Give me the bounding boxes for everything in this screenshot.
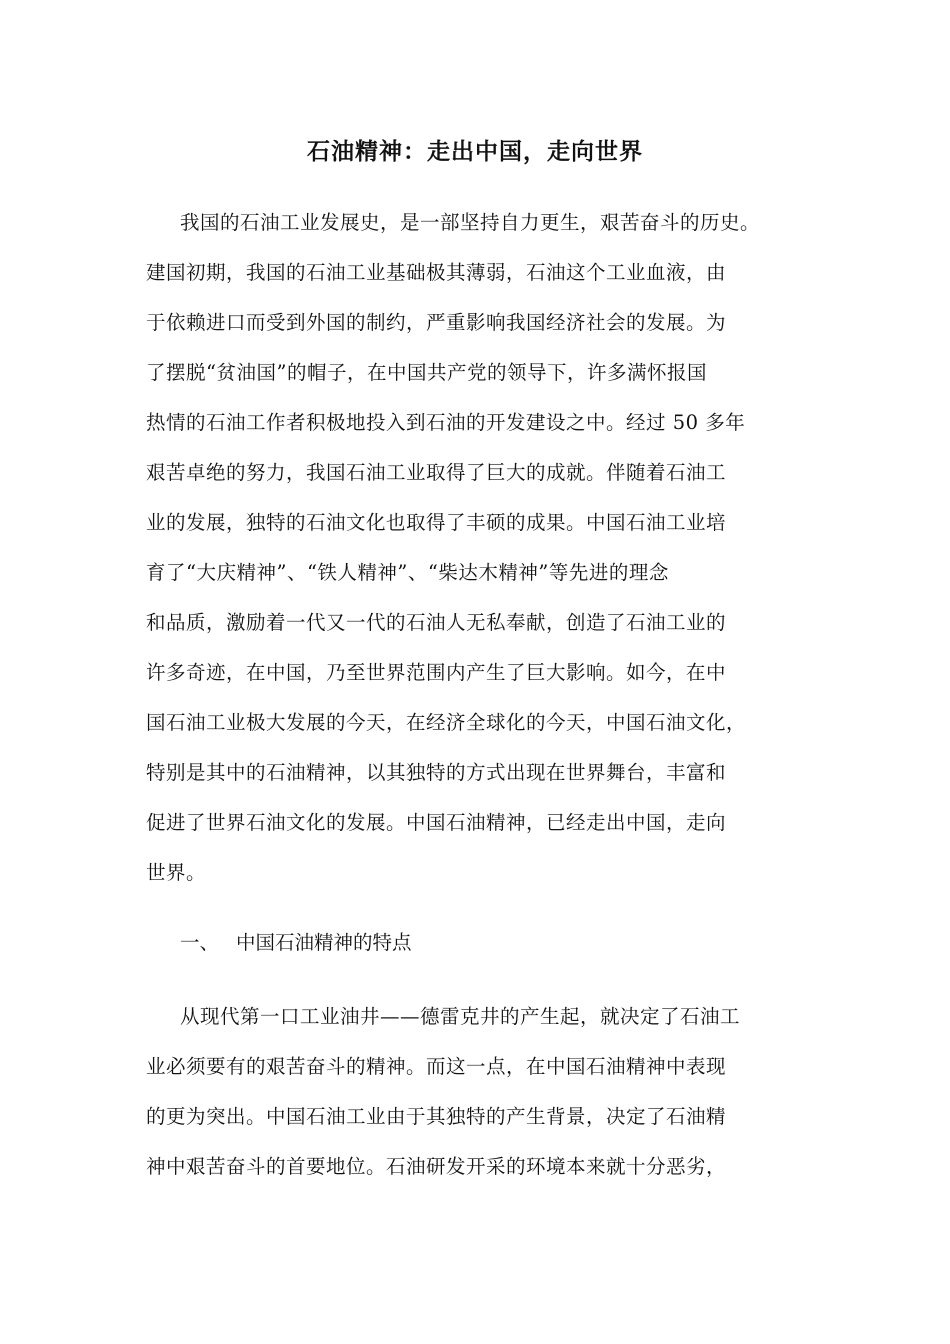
section-title: 中国石油精神的特点 (236, 931, 412, 954)
section-heading (180, 928, 412, 958)
paragraph-line: 的更为突出。中国石油工业由于其独特的产生背景，决定了石油精 (146, 1105, 727, 1128)
paragraph-line: 热情的石油工作者积极地投入到石油的开发建设之中。经过 50 多年 (146, 411, 746, 434)
paragraph-line: 世界。 (146, 861, 207, 884)
paragraph-line: 特别是其中的石油精神，以其独特的方式出现在世界舞台，丰富和 (146, 761, 727, 784)
paragraph-line: 艰苦卓绝的努力，我国石油工业取得了巨大的成就。伴随着石油工 (146, 461, 727, 484)
paragraph-line: 于依赖进口而受到外国的制约，严重影响我国经济社会的发展。为 (146, 311, 727, 334)
paragraph-line: 了摆脱“贫油国”的帽子，在中国共产党的领导下，许多满怀报国 (146, 361, 707, 384)
paragraph-line: 神中艰苦奋斗的首要地位。石油研发开采的环境本来就十分恶劣， (146, 1155, 727, 1178)
section-number: 一、 (180, 931, 220, 954)
paragraph-line: 促进了世界石油文化的发展。中国石油精神，已经走出中国，走向 (146, 811, 727, 834)
paragraph-line: 许多奇迹，在中国，乃至世界范围内产生了巨大影响。如今，在中 (146, 661, 727, 684)
paragraph-line: 建国初期，我国的石油工业基础极其薄弱，石油这个工业血液，由 (146, 261, 727, 284)
document-title: 石油精神：走出中国，走向世界 (307, 138, 643, 165)
paragraph-line: 业必须要有的艰苦奋斗的精神。而这一点，在中国石油精神中表现 (146, 1055, 727, 1078)
paragraph-line: 国石油工业极大发展的今天，在经济全球化的今天，中国石油文化， (146, 711, 747, 734)
paragraph-line: 育了“大庆精神”、“铁人精神”、“柴达木精神”等先进的理念 (146, 561, 669, 584)
paragraph-line: 我国的石油工业发展史，是一部坚持自力更生，艰苦奋斗的历史。 (180, 211, 761, 234)
paragraph-line: 从现代第一口工业油井——德雷克井的产生起，就决定了石油工 (180, 1005, 741, 1028)
paragraph-line: 业的发展，独特的石油文化也取得了丰硕的成果。中国石油工业培 (146, 511, 727, 534)
paragraph-line: 和品质，激励着一代又一代的石油人无私奉献，创造了石油工业的 (146, 611, 727, 634)
